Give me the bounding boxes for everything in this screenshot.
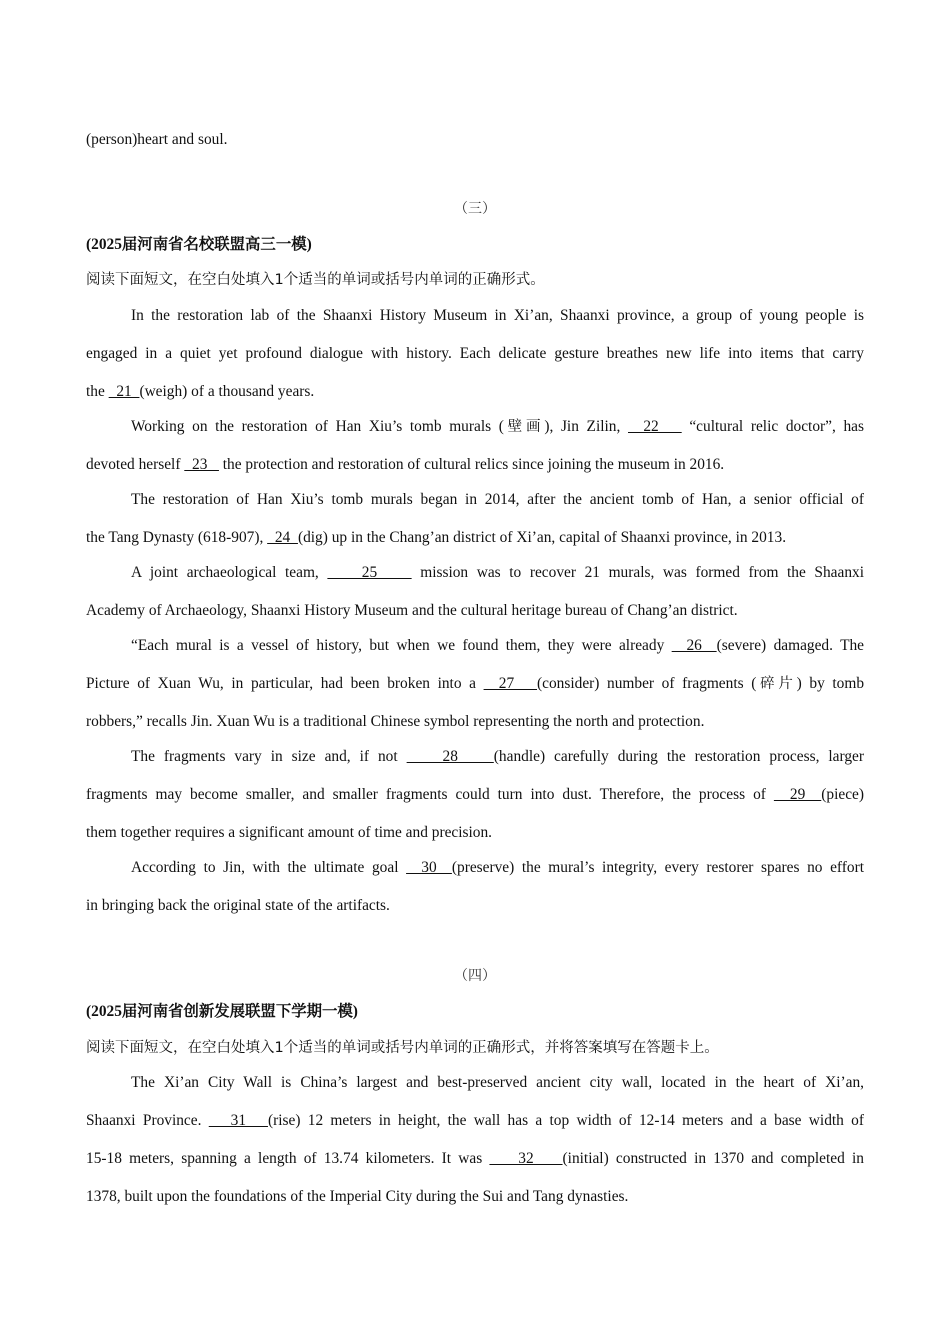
passage-line: The fragments vary in size and, if not 28 (handle) carefully during the restoration process, larger — [131, 748, 864, 765]
continued-text-line: (person)heart and soul. — [86, 131, 228, 148]
passage-line: in bringing back the original state of the artifacts. — [86, 897, 390, 914]
passage-line: Picture of Xuan Wu, in particular, had been broken into a 27 (consider) number of fragments (碎片) by tomb — [86, 675, 865, 692]
blank-28: 28 — [406, 748, 494, 765]
passage-line: 1378, built upon the foundations of the Imperial City during the Sui and Tang dynasties. — [86, 1188, 629, 1205]
blank-30: 30 — [406, 859, 452, 876]
passage-line: “Each mural is a vessel of history, but when we found them, they were already 26 (severe) damaged. The — [131, 637, 865, 654]
passage-line: Working on the restoration of Han Xiu’s tomb murals (壁画), Jin Zilin, 22 “cultural relic doctor”, has — [131, 418, 865, 435]
passage-line: The Xi’an City Wall is China’s largest and best-preserved ancient city wall, located in the heart of Xi’an, — [131, 1074, 864, 1091]
blank-21: 21 — [108, 383, 140, 400]
section-four-source: (2025届河南省创新发展联盟下学期一模) — [86, 1003, 358, 1020]
passage-line: A joint archaeological team, 25 mission was to recover 21 murals, was formed from the Shaanxi — [131, 564, 865, 581]
blank-26: 26 — [671, 637, 717, 654]
passage-line: engaged in a quiet yet profound dialogue with history. Each delicate gesture breathes new life into items that carry — [86, 345, 864, 362]
blank-23: 23 — [184, 456, 219, 473]
section-three-instruction: 阅读下面短文，在空白处填入1个适当的单词或括号内单词的正确形式。 — [86, 272, 545, 288]
passage-line: 15-18 meters, spanning a length of 13.74 kilometers. It was 32 (initial) constructed in 1370 and completed in — [86, 1150, 864, 1167]
blank-29: 29 — [773, 786, 822, 803]
passage-line: According to Jin, with the ultimate goal 30 (preserve) the mural’s integrity, every restorer spares no effort — [131, 859, 864, 876]
passage-line: The restoration of Han Xiu’s tomb murals began in 2014, after the ancient tomb of Han, a senior official of — [131, 491, 864, 508]
passage-line: them together requires a significant amount of time and precision. — [86, 824, 493, 841]
blank-22: 22 — [628, 418, 682, 435]
section-four-number: （四） — [454, 969, 496, 984]
blank-27: 27 — [483, 675, 538, 692]
passage-line: robbers,” recalls Jin. Xuan Wu is a traditional Chinese symbol representing the north and protection. — [86, 713, 705, 730]
passage-line: Academy of Archaeology, Shaanxi History Museum and the cultural heritage bureau of Chang’an district. — [86, 602, 738, 619]
section-four-instruction: 阅读下面短文，在空白处填入1个适当的单词或括号内单词的正确形式，并将答案填写在答题卡上。 — [86, 1040, 719, 1056]
blank-32: 32 — [489, 1150, 563, 1167]
passage-line: fragments may become smaller, and smaller fragments could turn into dust. Therefore, the process of 29 (piece) — [86, 786, 864, 803]
blank-24: 24 — [267, 529, 298, 546]
passage-line: the Tang Dynasty (618-907), 24 (dig) up in the Chang’an district of Xi’an, capital of Shaanxi province, in 2013. — [86, 529, 787, 546]
passage-line: devoted herself 23 the protection and restoration of cultural relics since joining the museum in 2016. — [86, 456, 725, 473]
passage-line: the 21 (weigh) of a thousand years. — [86, 383, 315, 400]
passage-line: Shaanxi Province. 31 (rise) 12 meters in height, the wall has a top width of 12-14 meters and a base width of — [86, 1112, 864, 1129]
section-three-number: （三） — [454, 202, 496, 217]
passage-line: In the restoration lab of the Shaanxi History Museum in Xi’an, Shaanxi province, a group of young people is — [131, 307, 864, 324]
section-three-source: (2025届河南省名校联盟高三一模) — [86, 236, 312, 253]
blank-25: 25 — [327, 564, 412, 581]
blank-31: 31 — [208, 1112, 268, 1129]
